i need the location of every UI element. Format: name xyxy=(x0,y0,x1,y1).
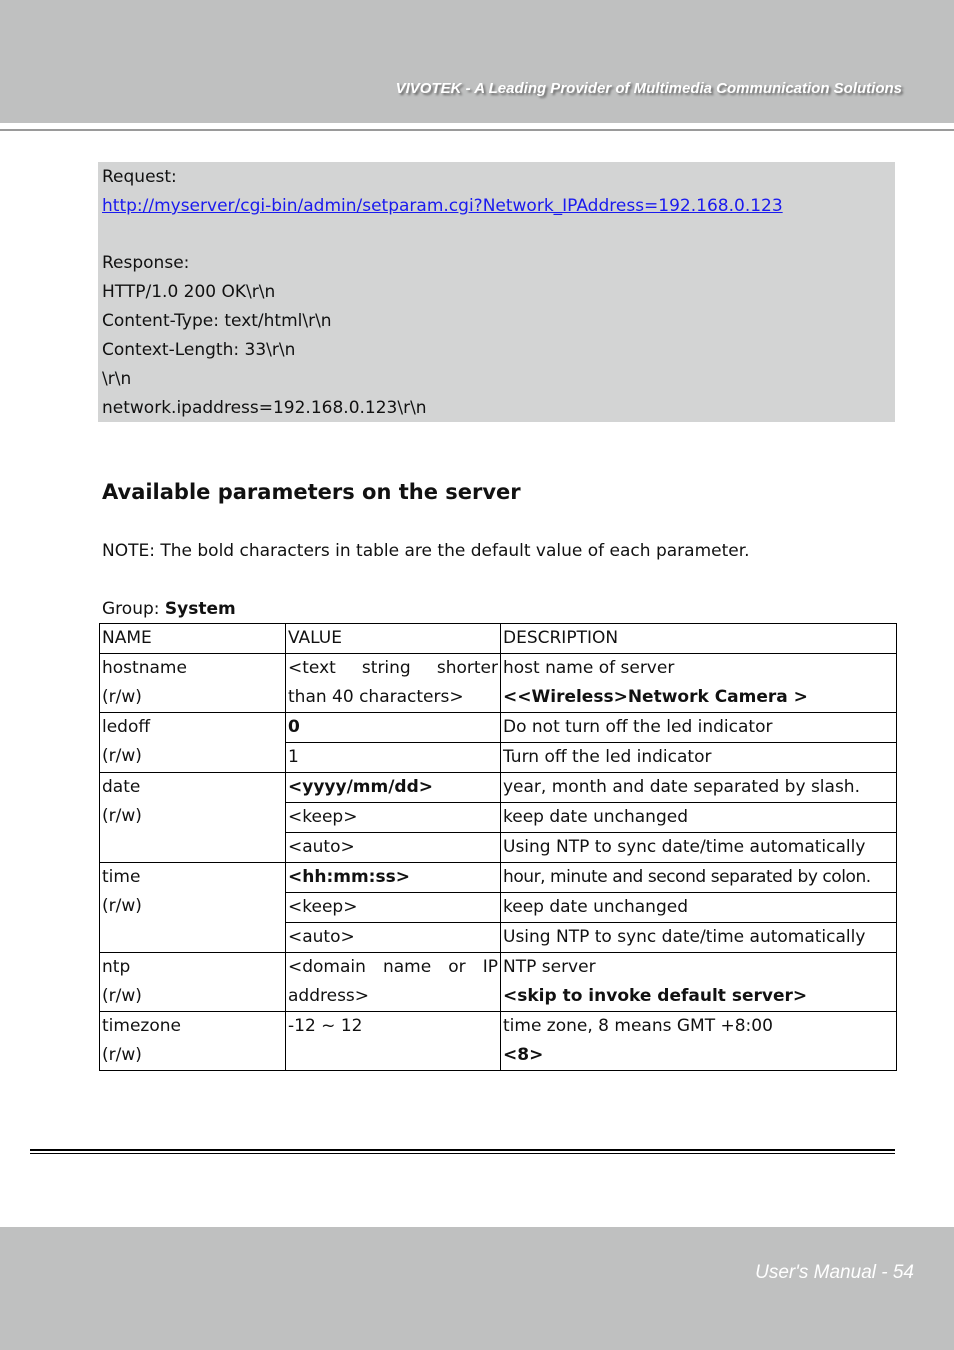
request-label: Request: xyxy=(102,167,177,187)
param-name-cell xyxy=(100,654,286,713)
response-line: Content-Type: text/html\r\n xyxy=(102,311,332,331)
page-header xyxy=(0,0,954,123)
param-name-cell xyxy=(100,773,286,863)
param-access: (r/w) xyxy=(102,687,142,707)
table-row xyxy=(100,953,897,1012)
param-value: 1 xyxy=(286,743,501,773)
page-footer xyxy=(0,1227,954,1350)
section-title: Available parameters on the server xyxy=(102,480,521,504)
param-desc: year, month and date separated by slash. xyxy=(501,773,897,803)
param-name-cell xyxy=(100,1012,286,1071)
param-value: <keep> xyxy=(286,803,501,833)
request-url-link[interactable]: http://myserver/cgi-bin/admin/setparam.cgi?Network_IPAddress=192.168.0.123 xyxy=(102,196,783,216)
group-label: Group: xyxy=(102,599,165,619)
param-access: (r/w) xyxy=(102,806,142,826)
column-header: DESCRIPTION xyxy=(501,624,897,654)
param-default: <<Wireless>Network Camera > xyxy=(503,687,808,707)
parameters-table xyxy=(99,623,897,1071)
header-divider xyxy=(0,129,954,131)
response-line: HTTP/1.0 200 OK\r\n xyxy=(102,282,276,302)
value-word: <domain xyxy=(288,957,366,977)
param-desc: keep date unchanged xyxy=(501,803,897,833)
table-row xyxy=(100,773,897,803)
param-name: time xyxy=(102,867,141,887)
group-heading xyxy=(102,599,236,619)
param-value-line xyxy=(288,654,498,683)
param-name-cell xyxy=(100,713,286,773)
param-value: <yyyy/mm/dd> xyxy=(286,773,501,803)
param-desc: hour, minute and second separated by colon. xyxy=(501,863,897,893)
param-desc: time zone, 8 means GMT +8:00 xyxy=(503,1016,773,1036)
param-desc: Do not turn off the led indicator xyxy=(501,713,897,743)
param-value-line: address> xyxy=(288,986,370,1006)
param-name: hostname xyxy=(102,658,187,678)
header-tagline: VIVOTEK - A Leading Provider of Multimedia Communication Solutions xyxy=(395,80,902,97)
response-line: network.ipaddress=192.168.0.123\r\n xyxy=(102,398,427,418)
default-value-note: NOTE: The bold characters in table are the default value of each parameter. xyxy=(102,541,750,561)
group-name: System xyxy=(164,599,236,619)
param-value-cell xyxy=(286,953,501,1012)
response-line: Context-Length: 33\r\n xyxy=(102,340,296,360)
column-header: NAME xyxy=(100,624,286,654)
param-desc: Using NTP to sync date/time automatically xyxy=(501,833,897,863)
response-label: Response: xyxy=(102,253,190,273)
param-access: (r/w) xyxy=(102,986,142,1006)
example-code-box xyxy=(98,162,895,422)
value-word: or xyxy=(448,957,466,977)
param-access: (r/w) xyxy=(102,896,142,916)
param-value-cell xyxy=(286,654,501,713)
param-value-line xyxy=(288,953,498,982)
table-row xyxy=(100,713,897,743)
table-header-row xyxy=(100,624,897,654)
param-value-line: than 40 characters> xyxy=(288,687,464,707)
param-access: (r/w) xyxy=(102,746,142,766)
value-word: string xyxy=(361,658,411,678)
value-word: shorter xyxy=(436,658,498,678)
table-row xyxy=(100,863,897,893)
footer-divider xyxy=(30,1153,895,1154)
page-number: User's Manual - 54 xyxy=(755,1262,914,1283)
param-desc: Turn off the led indicator xyxy=(501,743,897,773)
param-desc: keep date unchanged xyxy=(501,893,897,923)
param-name: ntp xyxy=(102,957,131,977)
value-word: <text xyxy=(288,658,336,678)
param-name: timezone xyxy=(102,1016,181,1036)
param-desc-cell xyxy=(501,953,897,1012)
param-access: (r/w) xyxy=(102,1045,142,1065)
table-row xyxy=(100,1012,897,1071)
param-desc: NTP server xyxy=(503,957,596,977)
param-name: date xyxy=(102,777,141,797)
column-header: VALUE xyxy=(286,624,501,654)
param-value: <auto> xyxy=(286,833,501,863)
param-name: ledoff xyxy=(102,717,151,737)
param-value: <keep> xyxy=(286,893,501,923)
param-name-cell xyxy=(100,863,286,953)
param-desc: Using NTP to sync date/time automatically xyxy=(501,923,897,953)
value-word: name xyxy=(382,957,432,977)
param-desc: host name of server xyxy=(503,658,675,678)
param-desc-cell xyxy=(501,654,897,713)
param-value: -12 ~ 12 xyxy=(286,1012,501,1071)
param-default: <8> xyxy=(503,1045,544,1065)
param-value: <hh:mm:ss> xyxy=(286,863,501,893)
response-line: \r\n xyxy=(102,369,132,389)
footer-divider xyxy=(30,1149,895,1151)
value-word: IP xyxy=(482,957,498,977)
param-name-cell xyxy=(100,953,286,1012)
table-row xyxy=(100,654,897,713)
param-value: <auto> xyxy=(286,923,501,953)
param-desc-cell xyxy=(501,1012,897,1071)
param-default: <skip to invoke default server> xyxy=(503,986,808,1006)
param-value: 0 xyxy=(286,713,501,743)
